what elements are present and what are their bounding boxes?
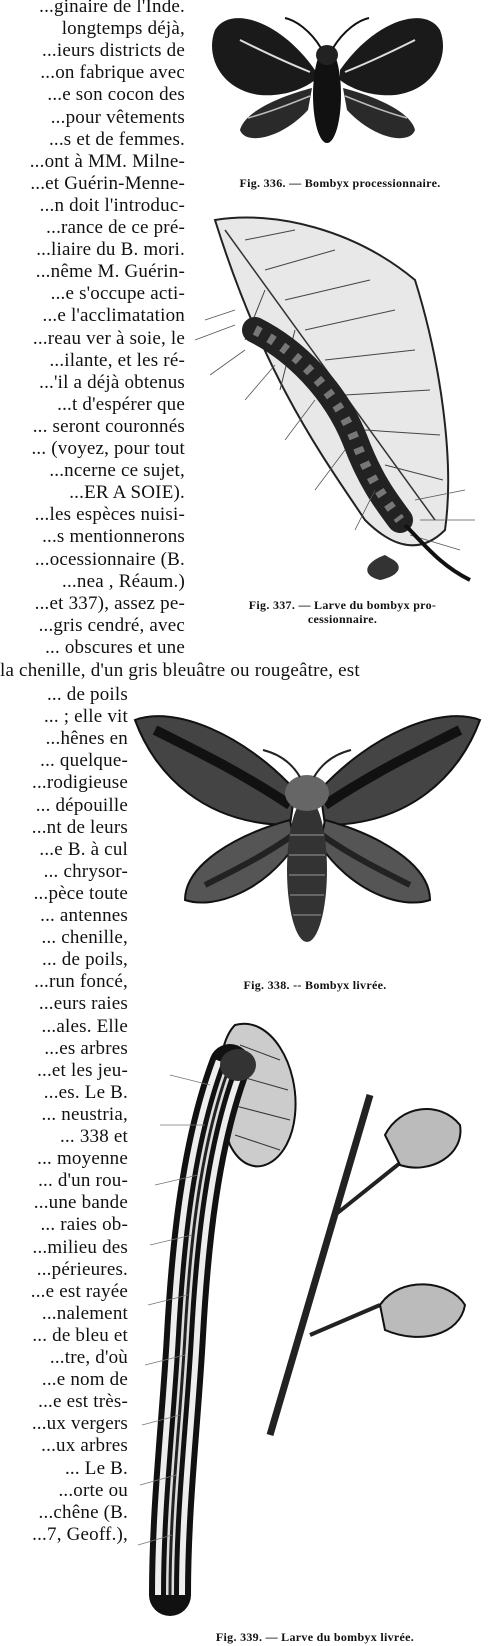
caterpillar-on-leaf-icon [185,200,485,595]
text-line: ...ux arbres [41,1435,128,1457]
text-line: ...'il a déjà obtenus [39,371,185,393]
text-line: la chenille, d'un gris bleuâtre ou rougeâtre, est [0,660,360,681]
text-line: ... obscures et une [45,636,185,658]
text-line: ...périeures. [36,1258,128,1280]
text-line: ... d'un rou- [38,1170,128,1192]
text-line: ... (voyez, pour tout [31,438,185,459]
text-line: ...e son cocon des [47,84,185,106]
text-line: ... moyenne [37,1148,128,1170]
text-line: ...ocessionnaire (B. [34,548,185,570]
text-line: ...s et de femmes. [48,128,185,150]
text-line: ... 338 et [60,1126,128,1147]
text-line: ... quelque- [40,750,128,772]
text-line: ... Le B. [64,1457,128,1479]
text-line: ...ilante, et les ré- [49,349,185,371]
text-line: ...s mentionnerons [42,526,185,548]
text-line: ...une bande [33,1192,128,1214]
text-line: ...e est rayée [30,1280,128,1302]
text-line: ...e l'acclimatation [42,305,185,327]
text-line: ...7, Geoff.), [32,1523,128,1545]
text-line: ...nalement [41,1302,128,1324]
text-line: ...es. Le B. [43,1081,128,1103]
figure-337-caption-line1: Fig. 337. — Larve du bombyx pro- [248,598,437,612]
text-line: ...liaire du B. mori. [36,239,185,261]
text-line: ... de bleu et [32,1324,128,1346]
text-line: ...e B. à cul [39,838,128,860]
text-line: ...orte ou [58,1479,128,1501]
moth-icon [200,0,455,170]
figure-336-moth [200,0,455,170]
text-line: ... chrysor- [43,860,128,882]
text-line: longtemps déjà, [61,18,185,40]
text-line: ...eurs raies [38,993,128,1015]
text-line: ... de poils, [42,949,128,971]
text-line: ...rodigieuse [32,772,128,794]
text-line: ... de poils [46,684,128,705]
text-line: ...ux vergers [31,1413,128,1435]
text-line: ...ginaire de l'Inde. [39,0,185,17]
text-line: ...reau ver à soie, le [32,327,185,349]
text-line: ...les espèces nuisi- [34,504,185,526]
text-line: ...pèce toute [33,882,128,904]
text-line: ...nea , Réaum.) [62,570,185,592]
text-line: ... neustria, [41,1103,128,1125]
text-line: ...milieu des [32,1236,128,1258]
text-line: ...es arbres [44,1037,128,1059]
text-line: ...hênes en [45,728,128,750]
text-line: ...chêne (B. [38,1501,128,1523]
text-line: ... chenille, [41,927,128,949]
text-line: ...pour vêtements [50,106,185,128]
figure-339-caption: Fig. 339. — Larve du bombyx livrée. [215,1630,415,1644]
text-line: ... antennes [40,905,128,926]
text-line: ...et 337), assez pe- [34,592,185,614]
text-line: ...ieurs districts de [42,40,185,62]
text-line: ...tre, d'où [49,1347,128,1368]
text-line: ...on fabrique avec [40,62,185,84]
text-line: ...ER A SOIE). [69,482,185,504]
text-line: ...nt de leurs [31,816,128,838]
text-line: ...ont à MM. Milne- [29,150,185,172]
text-line: ...t d'espérer que [57,393,185,415]
text-line: ...n doit l'introduc- [39,194,185,216]
text-line: ...ales. Elle [41,1015,128,1037]
figure-338-caption: Fig. 338. -- Bombyx livrée. [243,978,387,992]
figure-338-moth [125,695,490,960]
text-line: ...e nom de [41,1369,128,1391]
figure-339-caterpillar [130,1005,485,1630]
text-line: ...rance de ce pré- [46,217,185,238]
text-line: ...nême M. Guérin- [35,261,185,283]
text-line: ...e est très- [38,1391,128,1413]
text-line: ...e s'occupe acti- [50,283,185,305]
figure-337-caption-line2: cessionnaire. [307,612,378,626]
text-line: ...et les jeu- [37,1059,128,1081]
figure-337-caterpillar [185,200,485,595]
text-line: ... dépouille [35,794,128,816]
text-line: ... ; elle vit [43,706,128,728]
striped-caterpillar-icon [130,1005,485,1630]
text-line: ... raies ob- [40,1214,128,1236]
text-line: ...run foncé, [34,971,128,993]
text-line: ... seront couronnés [32,415,185,437]
text-line: ...ncerne ce sujet, [49,460,185,482]
text-line: ...gris cendré, avec [38,614,185,636]
figure-336-caption: Fig. 336. — Bombyx processionnaire. [239,176,441,190]
moth-icon [125,695,490,960]
text-line: ...et Guérin-Menne- [30,172,185,194]
